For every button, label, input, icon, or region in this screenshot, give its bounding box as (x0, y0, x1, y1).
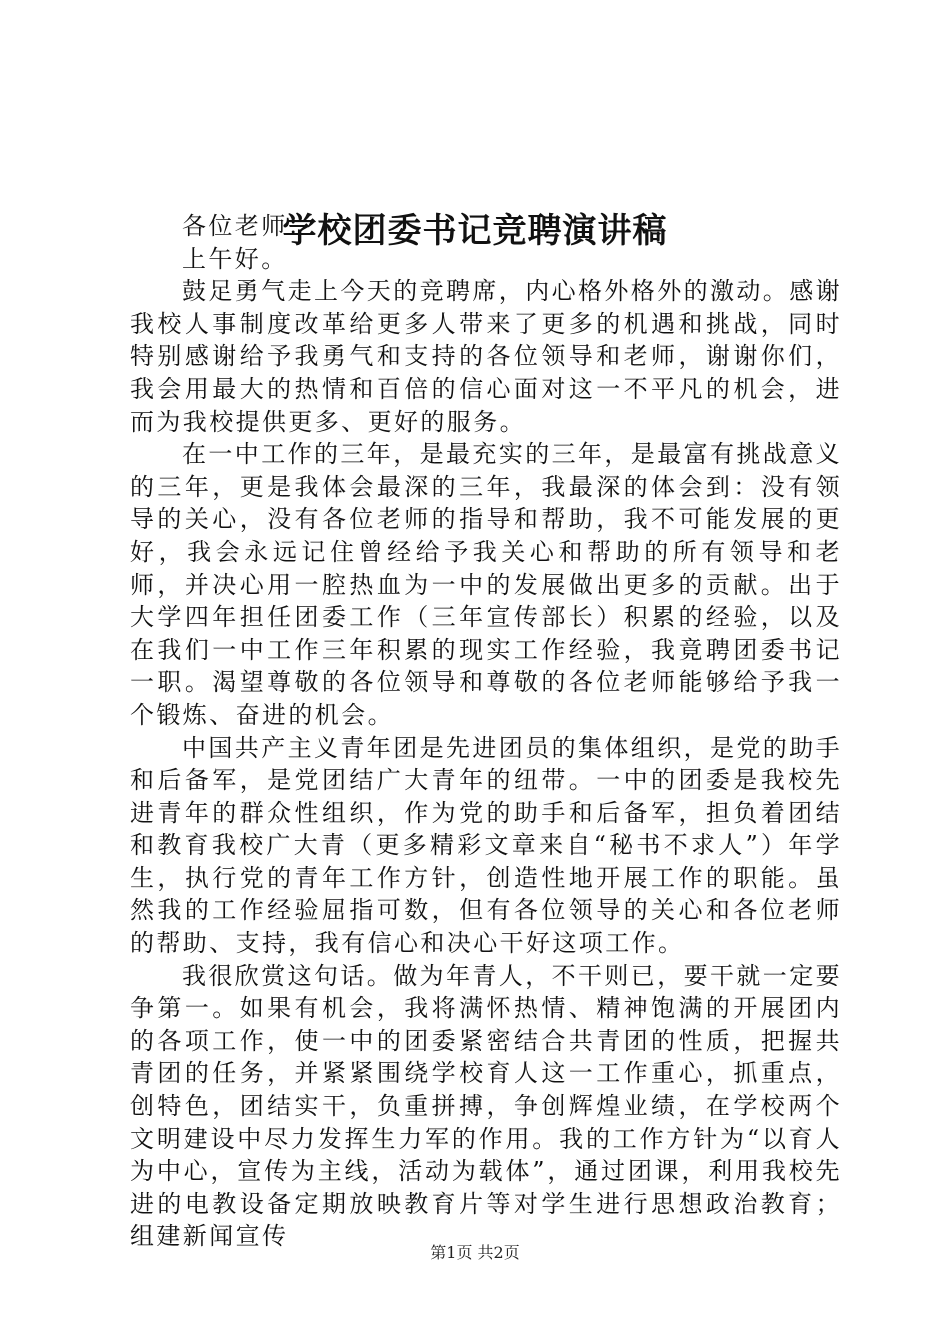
paragraph: 中国共产主义青年团是先进团员的集体组织，是党的助手和后备军，是党团结广大青年的纽带。一中的团委是我校先进青年的群众性组织，作为党的助手和后备军，担负着团结和教育我校广大青（更多精彩文章来自“秘书不求人”）年学生，执行党的青年工作方针，创造性地开展工作的职能。虽然我的工作经验屈指可数，但有各位领导的关心和各位老师的帮助、支持，我有信心和决心干好这项工作。 (130, 733, 842, 958)
page-number-footer: 第1页 共2页 (430, 1243, 520, 1262)
document-body (130, 210, 842, 1253)
paragraph: 在一中工作的三年，是最充实的三年，是最富有挑战意义的三年，更是我体会最深的三年，我最深的体会到：没有领导的关心，没有各位老师的指导和帮助，我不可能发展的更好，我会永远记住曾经给予我关心和帮助的所有领导和老师，并决心用一腔热血为一中的发展做出更多的贡献。出于大学四年担任团委工作（三年宣传部长）积累的经验，以及在我们一中工作三年积累的现实工作经验，我竟聘团委书记一职。渴望尊敬的各位领导和尊敬的各位老师能够给予我一个锻炼、奋进的机会。 (130, 440, 842, 729)
paragraph: 我很欣赏这句话。做为年青人，不干则已，要干就一定要争第一。如果有机会，我将满怀热情、精神饱满的开展团内的各项工作，使一中的团委紧密结合共青团的性质，把握共青团的任务，并紧紧围绕学校育人这一工作重心，抓重点，创特色，团结实干，负重拼搏，争创辉煌业绩，在学校两个文明建设中尽力发挥生力军的作用。我的工作方针为“以育人为中心，宣传为主线，活动为载体”，通过团课，利用我校先进的电教设备定期放映教育片等对学生进行思想政治教育；组建新闻宣传 (130, 961, 842, 1251)
greeting: 上午好。 (182, 244, 288, 273)
paragraph: 鼓足勇气走上今天的竞聘席，内心格外格外的激动。感谢我校人事制度改革给更多人带来了更多的机遇和挑战，同时特别感谢给予我勇气和支持的各位领导和老师，谢谢你们，我会用最大的热情和百倍的信心面对这一不平凡的机会，进而为我校提供更多、更好的服务。 (130, 277, 842, 436)
salutation: 各位老师： (182, 212, 314, 240)
document-title: 学校团委书记竞聘演讲稿 (282, 210, 668, 251)
